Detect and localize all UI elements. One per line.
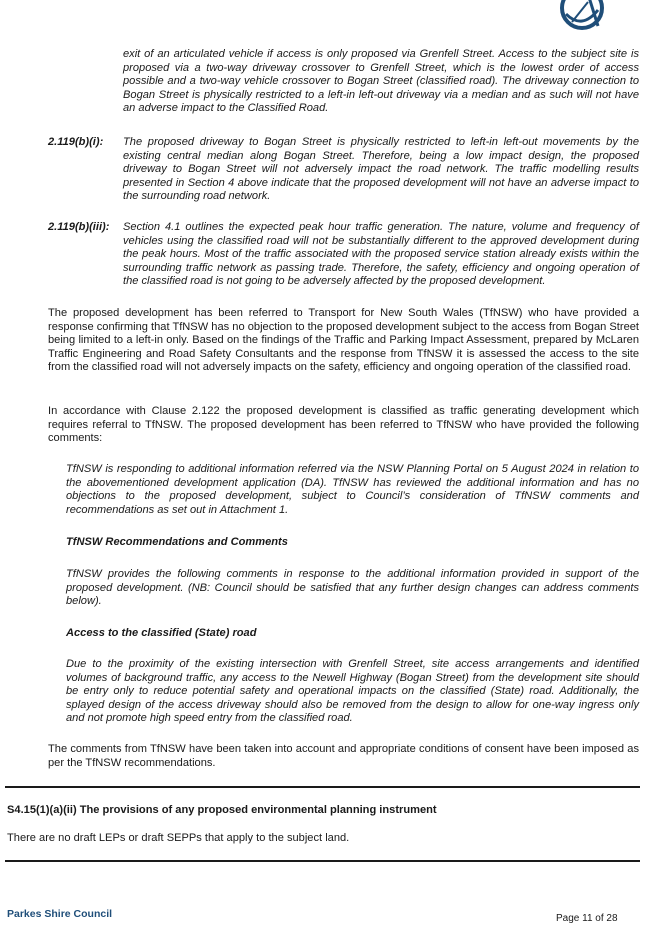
- conclusion-paragraph: The comments from TfNSW have been taken into account and appropriate conditions of consent have been imposed as per the TfNSW recommendations.: [48, 743, 639, 769]
- clause-text: The proposed driveway to Bogan Street is physically restricted to left-in left-out movements by the existing central median along Bogan Street. Therefore, being a low impact design, the proposed driveway to Bogan Street will not adversely impact the road network. The traffic modelling results presented in Section 4 above indicate that the proposed development will not have an adverse impact to the surrounding road network.: [123, 136, 639, 203]
- clause-2122-paragraph: In accordance with Clause 2.122 the proposed development is classified as traffic generating development which requires referral to TfNSW. The proposed development has been referred to TfNSW who have provided the following comments:: [48, 405, 639, 445]
- quote-paragraph: TfNSW provides the following comments in response to the additional information provided in support of the proposed development. (NB: Council should be satisfied that any further design changes can address comments below).: [66, 568, 639, 608]
- council-logo-text: Parkes Shire Council: [7, 908, 113, 920]
- quote-heading: Access to the classified (State) road: [66, 627, 257, 639]
- intro-paragraph: exit of an articulated vehicle if access is only proposed via Grenfell Street. Access to the subject site is proposed via a two-way driveway crossover to Grenfell Street, which is the lowest order of access possible and a two-way vehicle crossover to Bogan Street (classified road). The driveway connection to Bogan Street is physically restricted to a left-in left-out driveway via a median and as such will not have an adverse impact to the Classified Road.: [123, 48, 639, 115]
- section-divider: [5, 786, 640, 788]
- section-heading: S4.15(1)(a)(ii) The provisions of any proposed environmental planning instrument: [7, 804, 437, 816]
- section-divider: [5, 860, 640, 862]
- globe-logo-icon: [558, 0, 606, 36]
- quote-heading: TfNSW Recommendations and Comments: [66, 536, 288, 548]
- quote-paragraph: Due to the proximity of the existing intersection with Grenfell Street, site access arrangements and identified volumes of background traffic, any access to the Newell Highway (Bogan Street) from the development site should be entry only to reduce potential safety and operational impacts on the classified (State) road. Additionally, the splayed design of the access driveway should also be removed from the design to allow for one-way ingress only and not promote high speed entry from the classified road.: [66, 658, 639, 725]
- clause-text: Section 4.1 outlines the expected peak hour traffic generation. The nature, volume and frequency of vehicles using the classified road will not be substantially different to the approved development during the peak hours. Most of the traffic associated with the proposed service station already exists within the surrounding traffic network as passing trade. Therefore, the safety, efficiency and ongoing operation of the classified road is not going to be adversely affected by the proposed development.: [123, 221, 639, 288]
- referral-paragraph: The proposed development has been referred to Transport for New South Wales (TfNSW) who have provided a response confirming that TfNSW has no objection to the proposed development subject to the access from Bogan Street being limited to a left-in only. Based on the findings of the Traffic and Parking Impact Assessment, prepared by McLaren Traffic Engineering and Road Safety Consultants and the response from TfNSW it is assessed the access to the site from the classified road will not adversely impacts on the safety, efficiency and ongoing operation of the classified road.: [48, 307, 639, 374]
- quote-paragraph: TfNSW is responding to additional information referred via the NSW Planning Portal on 5 August 2024 in relation to the abovementioned development application (DA). TfNSW has reviewed the additional information and has no objections to the proposed development, subject to Council’s consideration of TfNSW comments and recommendations as set out in Attachment 1.: [66, 463, 639, 516]
- clause-label: 2.119(b)(i):: [48, 136, 104, 148]
- section-text: There are no draft LEPs or draft SEPPs that apply to the subject land.: [7, 832, 350, 844]
- page-number: Page 11 of 28: [556, 913, 618, 924]
- clause-label: 2.119(b)(iii):: [48, 221, 110, 233]
